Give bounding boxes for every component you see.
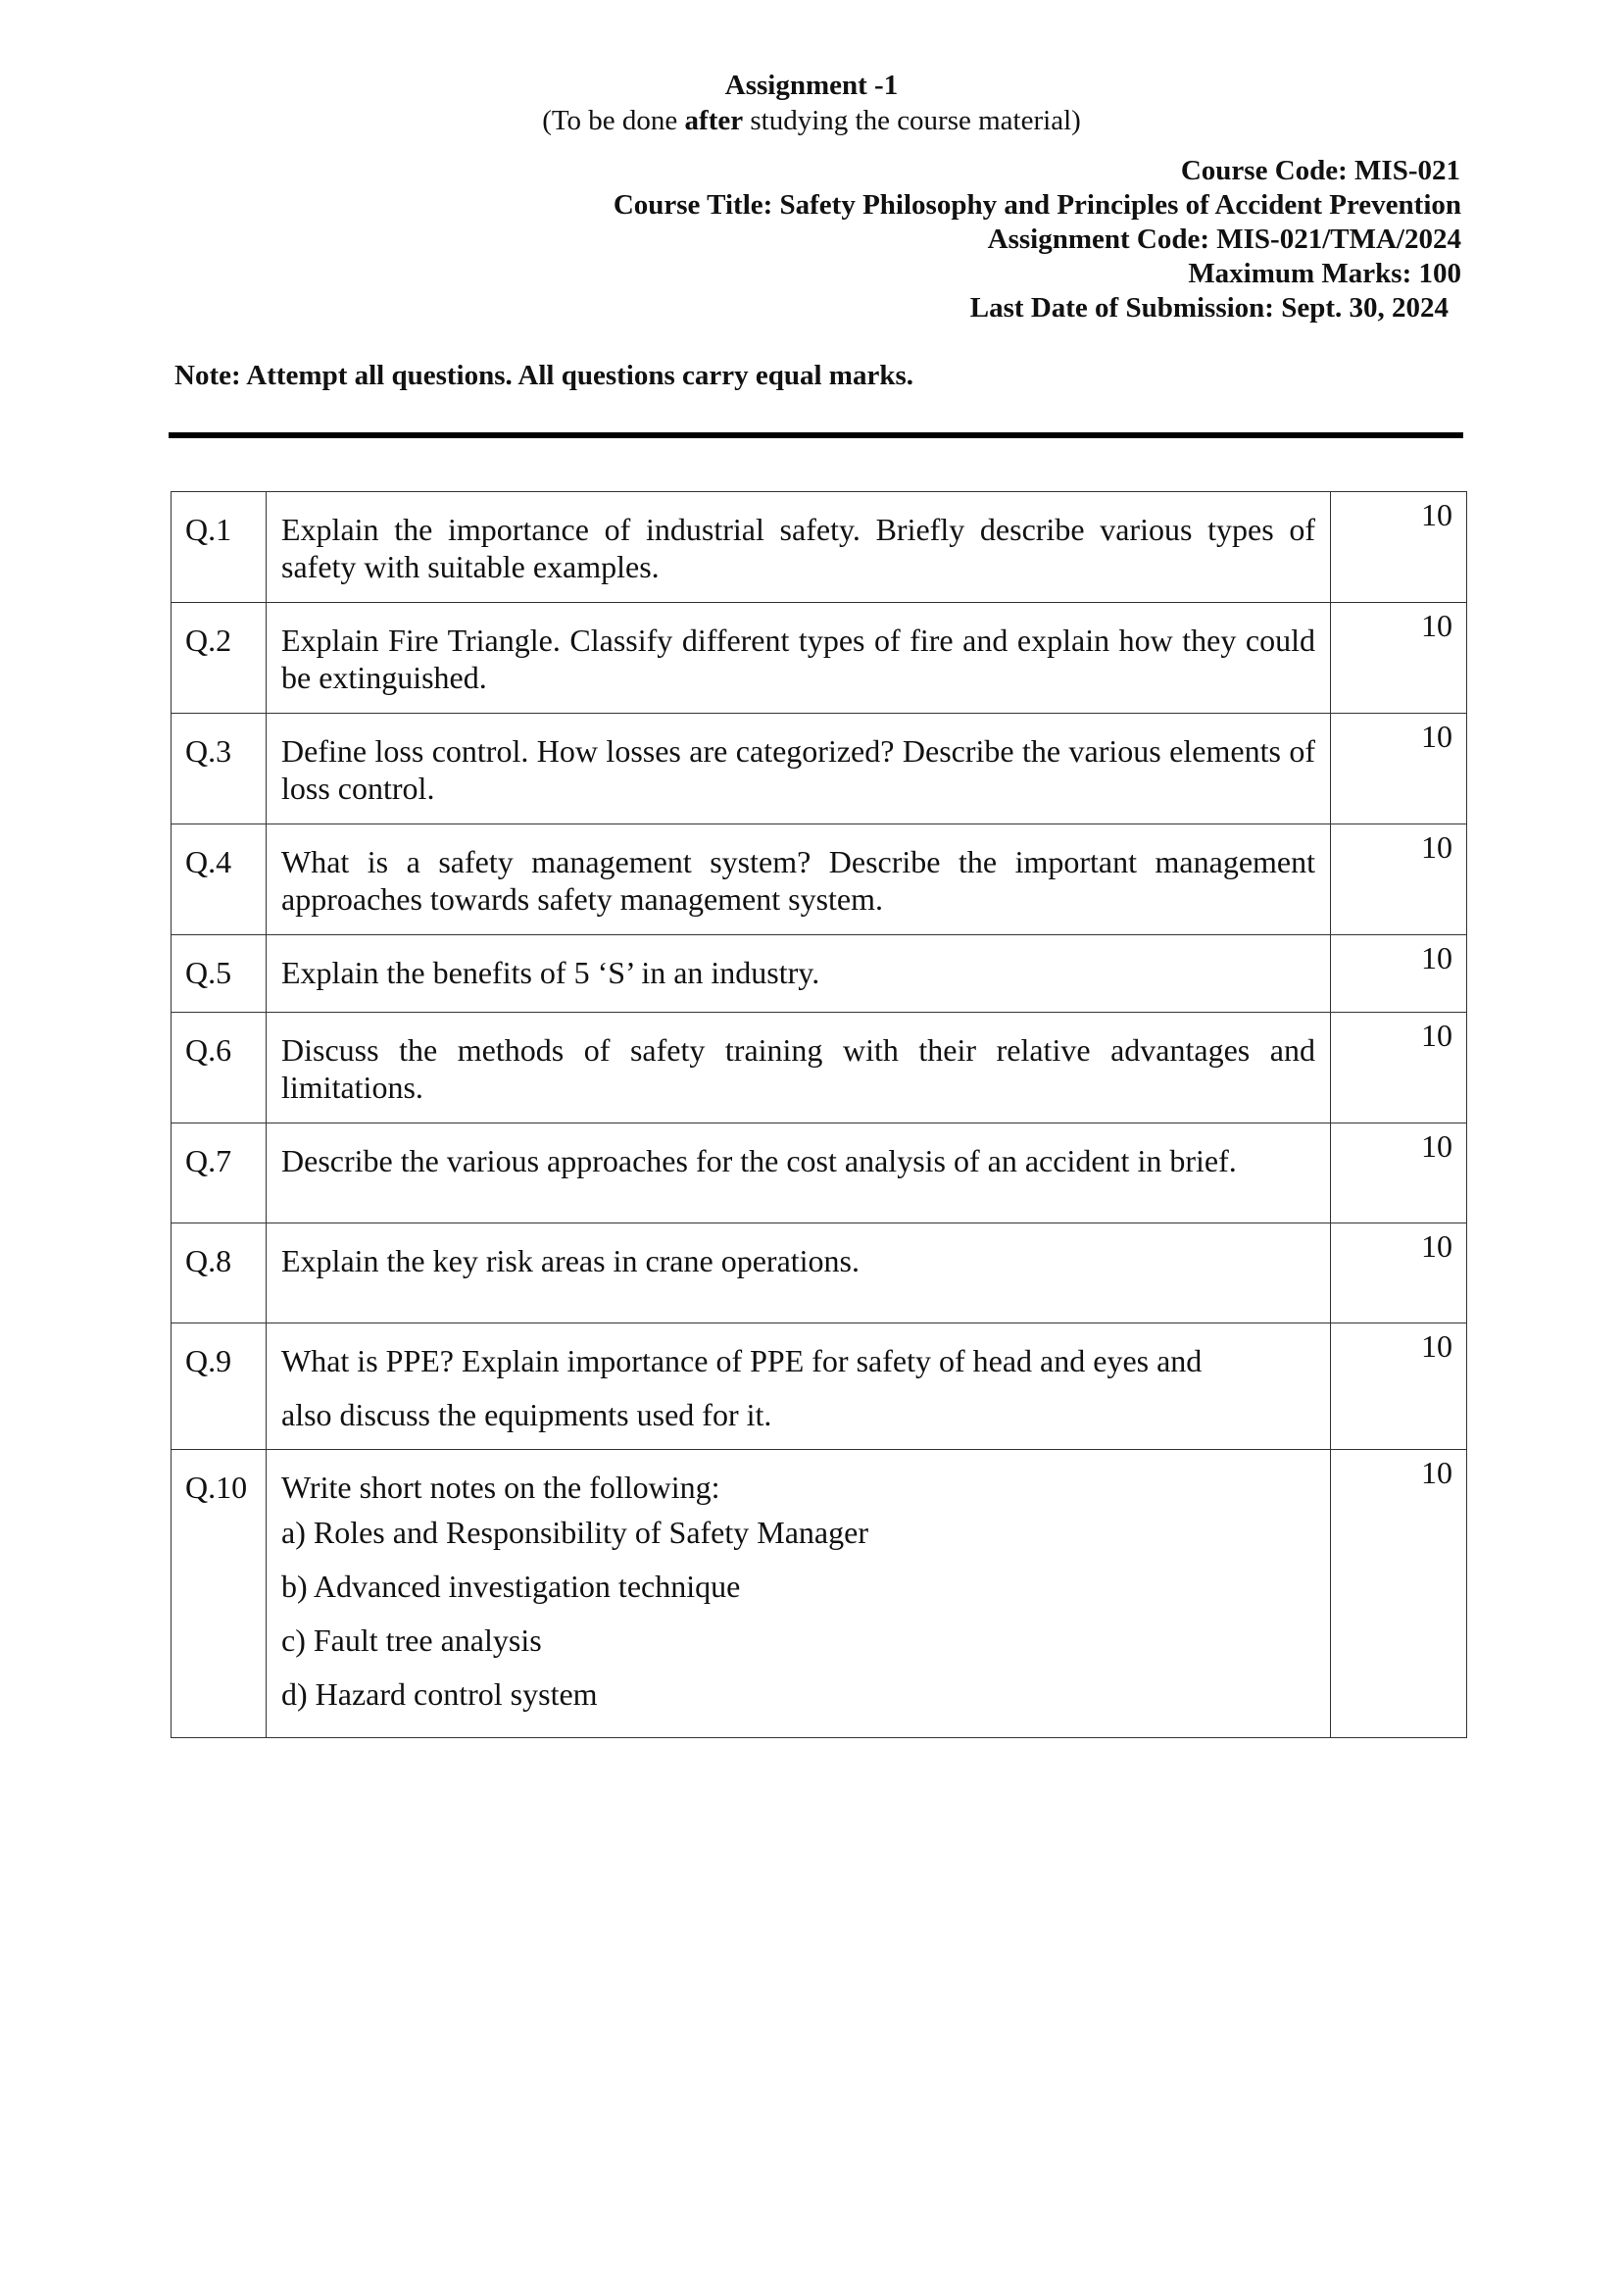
maximum-marks: Maximum Marks: 100 (1188, 258, 1461, 289)
question-intro: Write short notes on the following: (281, 1470, 720, 1505)
question-marks: 10 (1331, 824, 1467, 935)
list-item: d) Hazard control system (281, 1676, 598, 1712)
question-number: Q.1 (172, 492, 267, 603)
question-marks: 10 (1331, 492, 1467, 603)
course-title: Course Title: Safety Philosophy and Principles of Accident Prevention (613, 189, 1461, 221)
questions-table (171, 491, 1467, 1738)
question-row (172, 1223, 1467, 1323)
question-row (172, 935, 1467, 1013)
question-text: What is a safety management system? Describe the important management approaches towards safety management system. (267, 824, 1331, 935)
question-text: Explain Fire Triangle. Classify different types of fire and explain how they could be extinguished. (267, 603, 1331, 714)
question-number: Q.2 (172, 603, 267, 714)
question-row (172, 1123, 1467, 1223)
question-number: Q.3 (172, 714, 267, 824)
subtitle-pre: (To be done (542, 105, 685, 136)
question-text: Explain the benefits of 5 ‘S’ in an industry. (267, 935, 1331, 1013)
list-item: c) Fault tree analysis (281, 1622, 542, 1658)
question-marks: 10 (1331, 1323, 1467, 1450)
subtitle-bold: after (684, 105, 744, 136)
question-marks: 10 (1331, 1223, 1467, 1323)
question-marks: 10 (1331, 935, 1467, 1013)
question-number: Q.8 (172, 1223, 267, 1323)
question-row (172, 603, 1467, 714)
header-divider (169, 432, 1463, 438)
question-number: Q.10 (172, 1450, 267, 1738)
question-number: Q.6 (172, 1013, 267, 1123)
question-text: Describe the various approaches for the cost analysis of an accident in brief. (267, 1123, 1331, 1223)
question-number: Q.4 (172, 824, 267, 935)
question-marks: 10 (1331, 714, 1467, 824)
question-marks: 10 (1331, 1123, 1467, 1223)
question-marks: 10 (1331, 603, 1467, 714)
question-text (267, 1323, 1331, 1450)
question-row (172, 492, 1467, 603)
last-date: Last Date of Submission: Sept. 30, 2024 (969, 292, 1449, 324)
list-item: a) Roles and Responsibility of Safety Manager (281, 1515, 868, 1550)
instructions-note: Note: Attempt all questions. All questions carry equal marks. (174, 360, 913, 391)
assignment-subtitle (0, 104, 1623, 138)
question-text: Define loss control. How losses are categorized? Describe the various elements of loss control. (267, 714, 1331, 824)
list-item: b) Advanced investigation technique (281, 1569, 741, 1604)
question-text: Discuss the methods of safety training with their relative advantages and limitations. (267, 1013, 1331, 1123)
subtitle-post: studying the course material) (743, 105, 1081, 136)
question-marks: 10 (1331, 1450, 1467, 1738)
question-marks: 10 (1331, 1013, 1467, 1123)
assignment-code: Assignment Code: MIS-021/TMA/2024 (987, 224, 1461, 255)
assignment-title: Assignment -1 (724, 70, 899, 101)
question-number: Q.9 (172, 1323, 267, 1450)
question-row (172, 714, 1467, 824)
question-row (172, 1013, 1467, 1123)
question-text: Explain the importance of industrial safety. Briefly describe various types of safety with suitable examples. (267, 492, 1331, 603)
course-code: Course Code: MIS-021 (1180, 155, 1460, 186)
question-row (172, 824, 1467, 935)
question-row (172, 1450, 1467, 1738)
question-text-line: What is PPE? Explain importance of PPE for safety of head and eyes and (281, 1343, 1203, 1378)
question-text (267, 1450, 1331, 1738)
question-text: Explain the key risk areas in crane operations. (267, 1223, 1331, 1323)
question-number: Q.5 (172, 935, 267, 1013)
question-row (172, 1323, 1467, 1450)
question-text-line: also discuss the equipments used for it. (281, 1397, 772, 1432)
question-number: Q.7 (172, 1123, 267, 1223)
